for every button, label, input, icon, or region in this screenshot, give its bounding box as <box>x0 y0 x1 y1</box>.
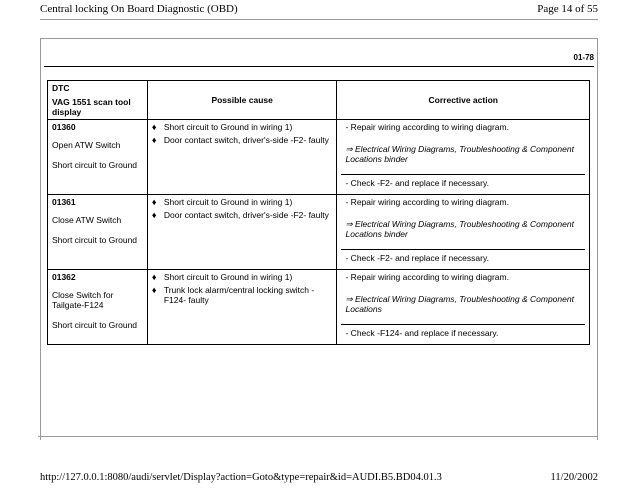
dtc-condition: Short circuit to Ground <box>52 320 138 330</box>
dtc-table <box>47 80 590 345</box>
print-date: 11/20/2002 <box>550 472 598 483</box>
dtc-cell <box>48 120 148 195</box>
cause-item <box>152 135 333 145</box>
dtc-name: Close ATW Switch <box>52 215 122 225</box>
table-row <box>48 120 590 195</box>
cause-item <box>152 122 333 132</box>
table-header-row <box>48 81 590 120</box>
page-number: Page 14 of 55 <box>537 3 598 15</box>
action-cell <box>337 195 590 270</box>
cause-cell <box>147 270 337 345</box>
dtc-cell <box>48 270 148 345</box>
cause-text: Trunk lock alarm/central locking switch -F124- faulty <box>163 285 315 305</box>
dtc-name: Close Switch for Tailgate-F124 <box>52 290 114 310</box>
cause-item <box>152 272 333 282</box>
document-id-rule <box>44 66 594 67</box>
header-possible-cause: Possible cause <box>147 81 337 120</box>
dtc-code: 01361 <box>52 197 76 207</box>
header-corrective-action: Corrective action <box>337 81 590 120</box>
action-reference-link[interactable]: ⇒ Electrical Wiring Diagrams, Troubleshooting & Component Locations <box>345 294 574 314</box>
diamond-bullet-icon: ♦ <box>151 210 157 220</box>
action-cell <box>337 270 590 345</box>
cause-text: Short circuit to Ground in wiring 1) <box>163 272 293 282</box>
action-cell <box>337 120 590 195</box>
cause-item <box>152 285 333 305</box>
cause-text: Door contact switch, driver's-side -F2- faulty <box>163 135 329 145</box>
header-dtc-line1: DTC <box>52 83 70 93</box>
dtc-cell <box>48 195 148 270</box>
lower-divider <box>38 436 598 437</box>
action-check: - Check -F2- and replace if necessary. <box>341 174 585 192</box>
action-repair: - Repair wiring according to wiring diagram. <box>345 122 509 132</box>
diamond-bullet-icon: ♦ <box>151 272 157 282</box>
cause-text: Short circuit to Ground in wiring 1) <box>163 122 293 132</box>
dtc-code: 01360 <box>52 122 76 132</box>
header-dtc <box>48 81 148 120</box>
dtc-name: Open ATW Switch <box>52 140 121 150</box>
header-dtc-line2: VAG 1551 scan tool <box>52 97 131 107</box>
diamond-bullet-icon: ♦ <box>151 122 157 132</box>
action-reference-link[interactable]: ⇒ Electrical Wiring Diagrams, Troubleshooting & Component Locations binder <box>345 219 574 239</box>
cause-cell <box>147 195 337 270</box>
table-row <box>48 270 590 345</box>
dtc-condition: Short circuit to Ground <box>52 160 138 170</box>
table-row <box>48 195 590 270</box>
action-reference-link[interactable]: ⇒ Electrical Wiring Diagrams, Troubleshooting & Component Locations binder <box>345 144 574 164</box>
cause-cell <box>147 120 337 195</box>
diamond-bullet-icon: ♦ <box>151 135 157 145</box>
action-check: - Check -F124- and replace if necessary. <box>341 324 585 342</box>
cause-text: Door contact switch, driver's-side -F2- faulty <box>163 210 329 220</box>
diamond-bullet-icon: ♦ <box>151 197 157 207</box>
document-title: Central locking On Board Diagnostic (OBD) <box>40 3 238 15</box>
diamond-bullet-icon: ♦ <box>151 285 157 295</box>
header-divider <box>40 19 598 20</box>
action-repair: - Repair wiring according to wiring diagram. <box>345 272 509 282</box>
action-repair: - Repair wiring according to wiring diagram. <box>345 197 509 207</box>
dtc-code: 01362 <box>52 272 76 282</box>
cause-item <box>152 197 333 207</box>
action-check: - Check -F2- and replace if necessary. <box>341 249 585 267</box>
cause-item <box>152 210 333 220</box>
source-url: http://127.0.0.1:8080/audi/servlet/Display?action=Goto&type=repair&id=AUDI.B5.BD04.01.3 <box>40 472 442 483</box>
document-id: 01-78 <box>573 53 594 62</box>
dtc-condition: Short circuit to Ground <box>52 235 138 245</box>
cause-text: Short circuit to Ground in wiring 1) <box>163 197 293 207</box>
header-dtc-line3: display <box>52 107 82 117</box>
